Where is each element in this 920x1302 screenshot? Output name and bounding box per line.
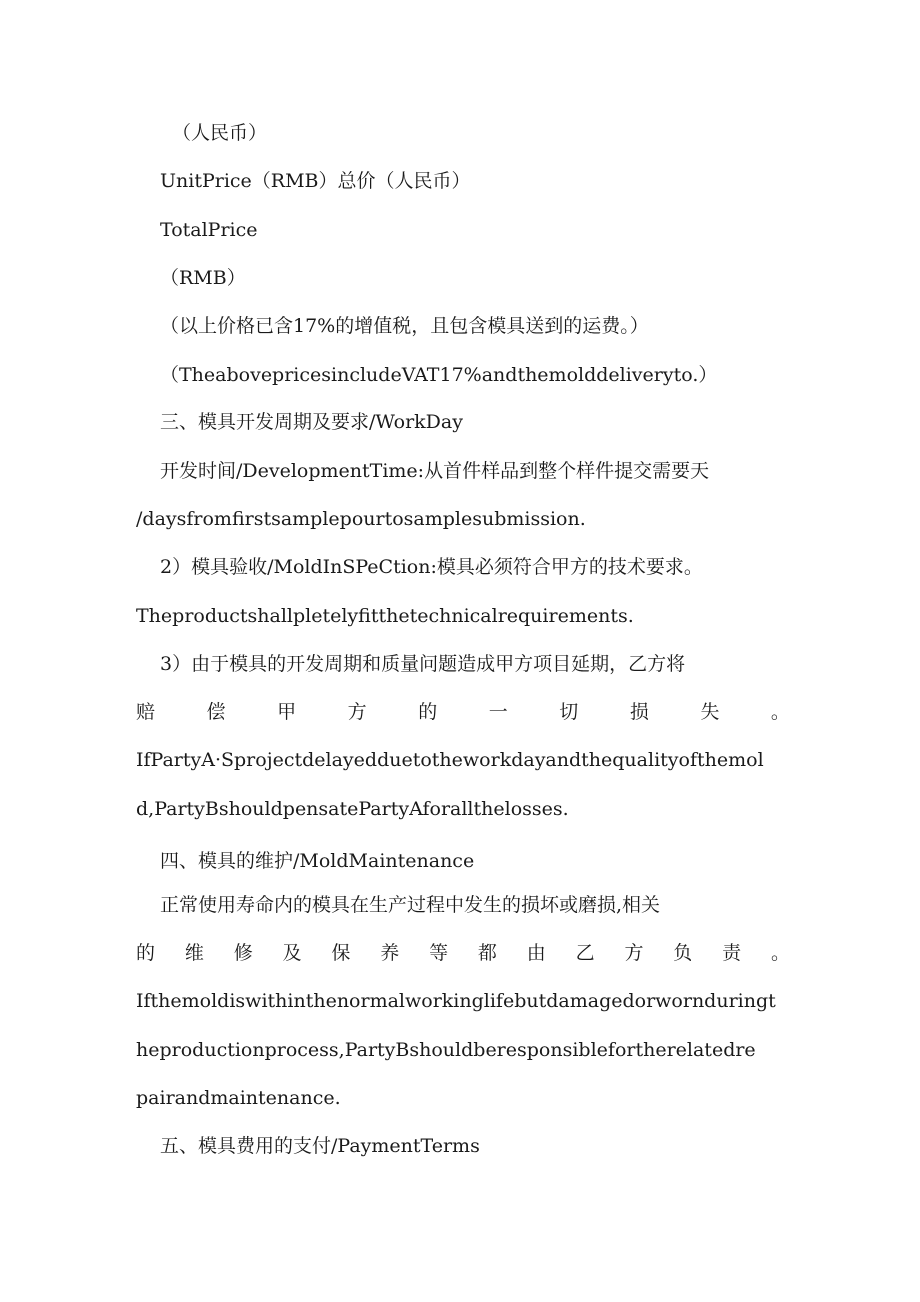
text-line: 正常使用寿命内的模具在生产过程中发生的损坏或磨损,相关: [160, 894, 661, 916]
text-line: 2）模具验收/MoldInSPeCtion:模具必须符合甲方的技术要求。: [160, 556, 703, 578]
section-heading: 三、模具开发周期及要求/WorkDay: [160, 411, 463, 433]
text-line: Ifthemoldiswithinthenormalworkinglifebutdamagedorwornduringt: [136, 990, 776, 1012]
char: 切: [559, 701, 579, 723]
char: 及: [282, 942, 302, 964]
char: 由: [526, 942, 546, 964]
char: 一: [488, 701, 508, 723]
text-line: （TheabovepricesincludeVAT17%andthemolddeliveryto.）: [160, 364, 718, 386]
char: 甲: [277, 701, 297, 723]
char: 的: [136, 942, 156, 964]
justified-line: [136, 940, 790, 966]
text-line: IfPartyA·Sprojectdelayeddueto​theworkdayandthequalityofthemol: [136, 749, 764, 771]
char: 修: [233, 942, 253, 964]
text-line: 3）由于模具的开发周期和质量问题造成甲方项目延期，乙方将: [160, 653, 686, 675]
text-line: /daysfromfirstsamplepourtosamplesubmission.: [136, 508, 586, 530]
text-line: d,PartyBshouldpensatePartyAforallthelosses.: [136, 798, 569, 820]
char: 的: [418, 701, 438, 723]
char: 损: [629, 701, 649, 723]
text-line: TotalPrice: [160, 219, 258, 241]
text-line: （以上价格已含17%的增值税，且包含模具送到的运费。）: [160, 315, 649, 337]
char: 方: [624, 942, 644, 964]
char: 等: [429, 942, 449, 964]
char: 保: [331, 942, 351, 964]
char: 维: [184, 942, 204, 964]
text-line: 开发时间/DevelopmentTime:从首件样品到整个样件提交需要天: [160, 460, 710, 482]
char: 偿: [206, 701, 226, 723]
char: 方: [347, 701, 367, 723]
text-line: heproductionprocess,PartyBshouldberesponsiblefortherelatedre: [136, 1039, 756, 1061]
justified-line: [136, 699, 790, 725]
char: 赔: [136, 701, 156, 723]
char: 失: [700, 701, 720, 723]
text-line: UnitPrice（RMB）总价（人民币）: [160, 170, 471, 192]
char: 乙: [575, 942, 595, 964]
text-line: pairandmaintenance.: [136, 1087, 341, 1109]
char: 都: [477, 942, 497, 964]
section-heading: 四、模具的维护/MoldMaintenance: [160, 850, 475, 872]
text-line: Theproductshallpletelyfitthetechnicalrequirements.: [136, 605, 634, 627]
text-line: （人民币）: [172, 122, 268, 144]
char: 。: [770, 701, 790, 723]
text-line: （RMB）: [160, 267, 246, 289]
char: 责: [722, 942, 742, 964]
char: 。: [770, 942, 790, 964]
char: 养: [380, 942, 400, 964]
char: 负: [673, 942, 693, 964]
section-heading: 五、模具费用的支付/PaymentTerms: [160, 1135, 480, 1157]
